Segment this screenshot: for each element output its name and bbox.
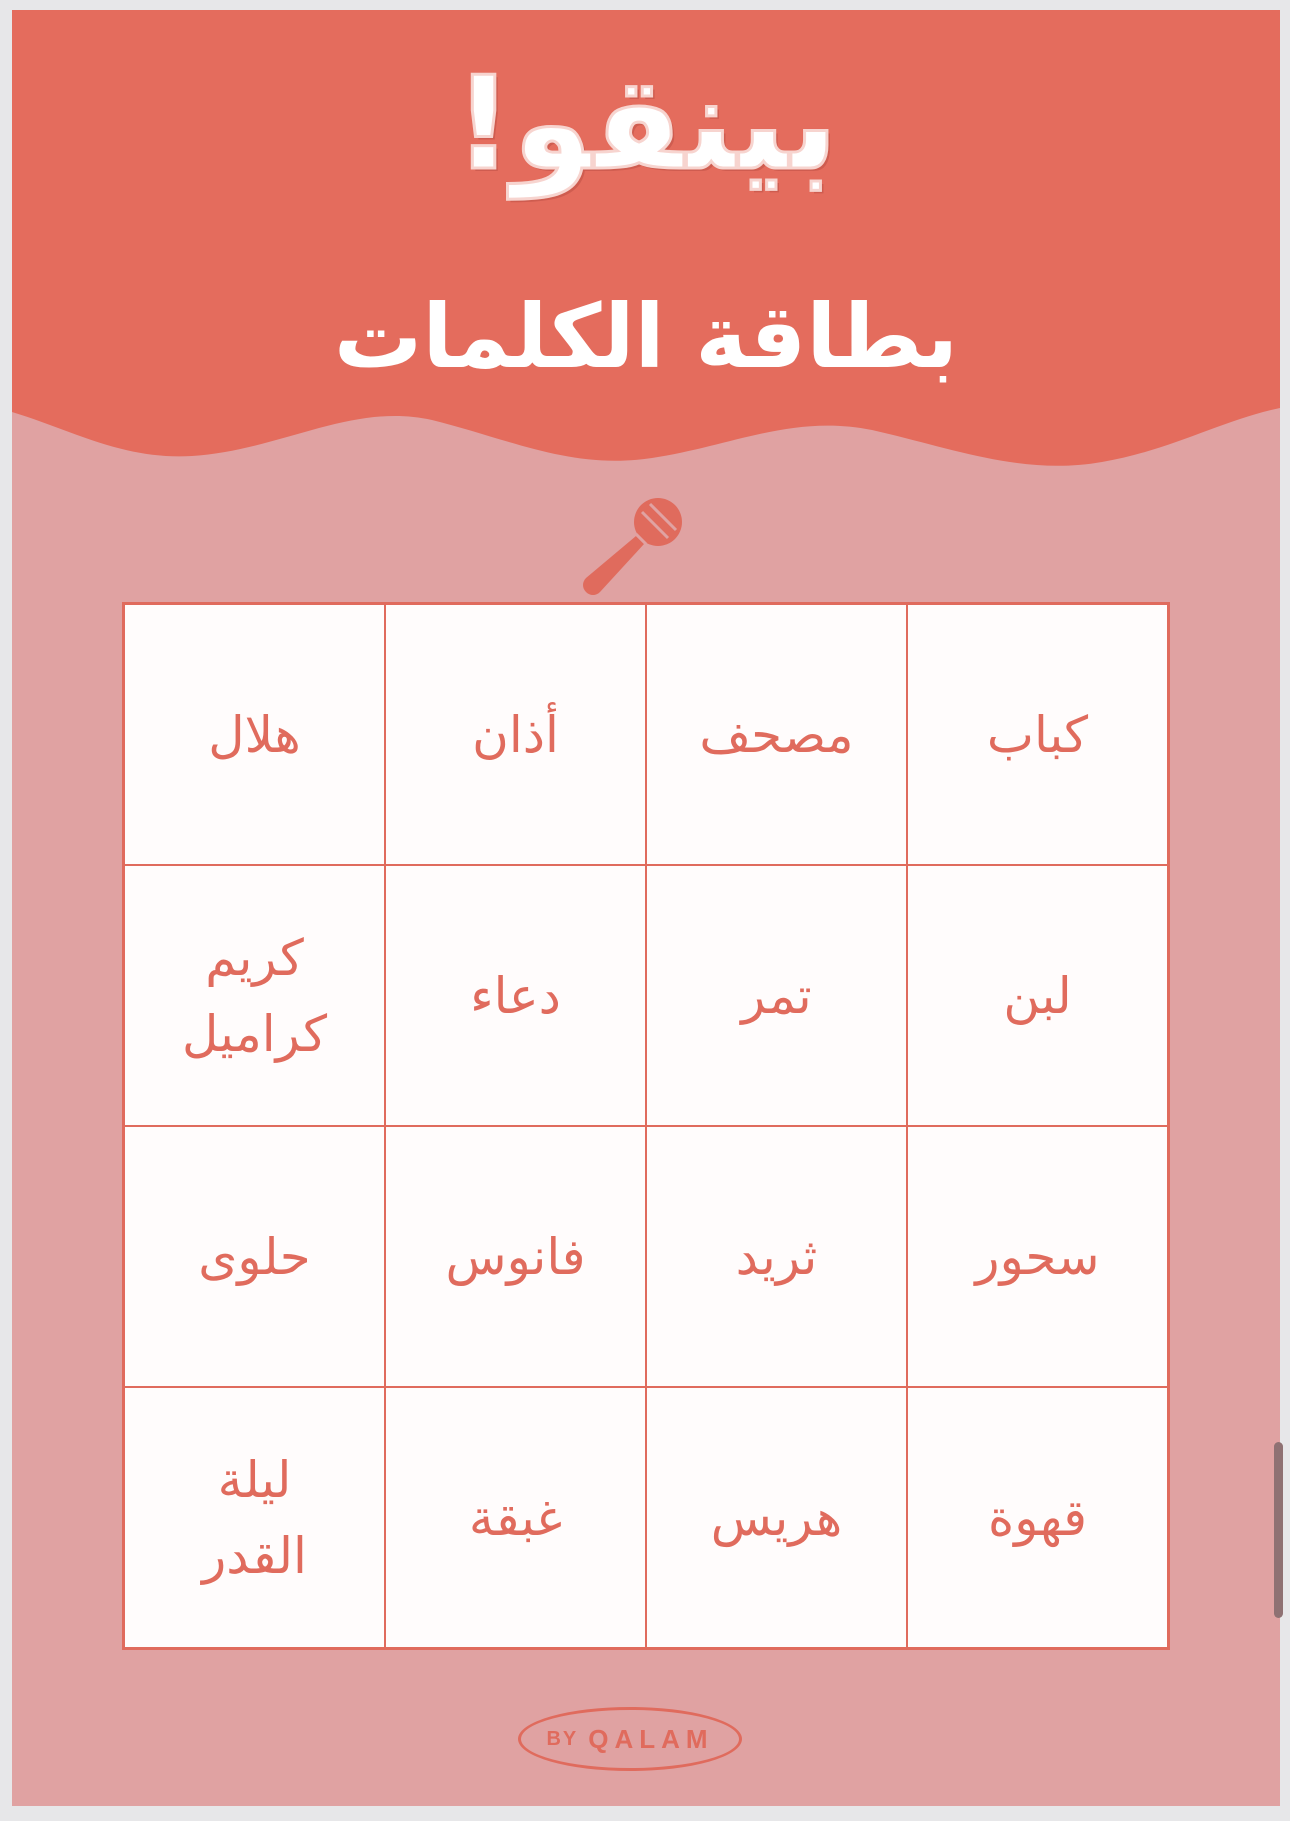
- page-subtitle: بطاقة الكلمات: [333, 285, 959, 388]
- bingo-cell: مصحف: [646, 604, 907, 865]
- bingo-card-page: [12, 10, 1280, 1806]
- microphone-icon: [580, 492, 692, 604]
- bingo-cell: هلال: [124, 604, 385, 865]
- bingo-cell: هريس: [646, 1387, 907, 1648]
- bingo-cell: لبن: [907, 865, 1168, 1126]
- bingo-cell: قهوة: [907, 1387, 1168, 1648]
- qalam-logo: [518, 1707, 742, 1771]
- logo-brand-text: QALAM: [588, 1723, 714, 1754]
- bingo-cell: تمر: [646, 865, 907, 1126]
- bingo-cell: غبقة: [385, 1387, 646, 1648]
- bingo-cell: حلوى: [124, 1126, 385, 1387]
- vertical-scrollbar[interactable]: [1274, 1442, 1283, 1618]
- page-title: بينقو!: [454, 50, 838, 199]
- bingo-cell: دعاء: [385, 865, 646, 1126]
- bingo-cell: كريم كراميل: [124, 865, 385, 1126]
- bingo-cell: ليلة القدر: [124, 1387, 385, 1648]
- bingo-cell: أذان: [385, 604, 646, 865]
- logo-by-text: BY: [546, 1727, 579, 1750]
- bingo-cell: كباب: [907, 604, 1168, 865]
- bingo-grid: [122, 602, 1170, 1650]
- bingo-cell: فانوس: [385, 1126, 646, 1387]
- bingo-cell: سحور: [907, 1126, 1168, 1387]
- bingo-cell: ثريد: [646, 1126, 907, 1387]
